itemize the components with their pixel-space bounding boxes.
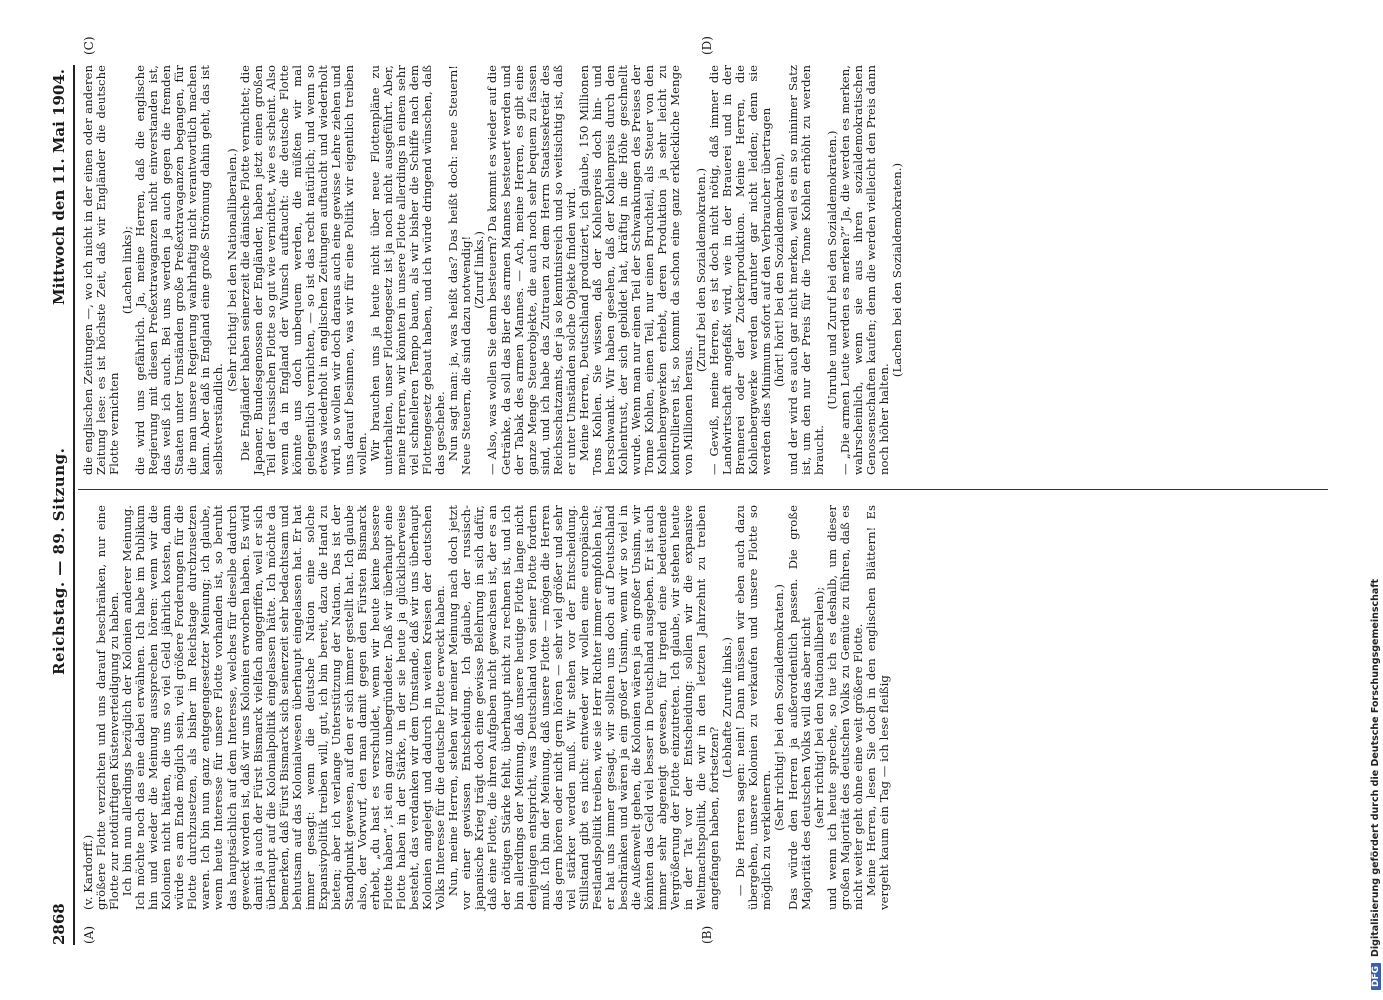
margin-mark-b: (B) (700, 925, 714, 944)
credit-line (1370, 10, 1383, 990)
paragraph: — Die Herren sagen: nein! Dann müssen wir eben auch dazu übergehen, unsere Kolonien zu verkaufen und unsere Flotte so möglich zu verkleinern. (733, 505, 774, 910)
paragraph: und der wird es auch gar nicht merken, weil es ein so minimer Satz ist, um den nur der Preis für die Tonne Kohlen erhöht zu werden braucht. (785, 65, 826, 475)
interjection: (Unruhe und Zuruf bei den Sozialdemokraten.) (824, 130, 839, 410)
interjection: (Lachen bei den Sozialdemokraten.) (889, 162, 904, 378)
margin-mark-c: (C) (82, 36, 96, 55)
interjection: (Sehr richtig! bei den Nationalliberalen.) (224, 148, 239, 392)
paragraph: Ich bin nun allerdings bezüglich der Kolonien anderer Meinung. Ich möchte noch das eine dabei erwähnen. Ich habe im Publikum hin und wieder die Meinung aussprechen hören: wenn wir die Kolonien nicht hätten, die uns so viel Geld jährlich kosten, dann würde es am Ende möglich sein, viel größere Forderungen für die Flotte durchzusetzen, als bisher im Reichstage durchzusetzen waren. Ich bin nun ganz entgegengesetzter Meinung; ich glaube, wenn heute Interesse für unsere Flotte vorhanden ist, so beruht das hauptsächlich auf dem Interesse, welches für dieselbe dadurch geweckt worden ist, daß wir uns Kolonien erworben haben. Es wird damit ja auch der Fürst Bismarck vielfach angegriffen, weil er sich überhaupt auf die Kolonialpolitik eingelassen hätte. Ich möchte da bemerken, daß Fürst Bismarck sich seinerzeit sehr bedachtsam und behutsam auf das Kolonialwesen überhaupt eingelassen hat. Er hat immer gesagt: wenn die deutsche Nation eine solche Expansivpolitik treiben will, gut, ich bin bereit, dazu die Hand zu bieten; aber ich verlange Unterstützung der Nation. Das ist der Standpunkt gewesen, auf den er sich immer gestellt hat. Ich glaube also, der Vorwurf, den man damit gegen den Fürsten Bismarck erhebt, „du hast es verschuldet, wenn wir heute keine bessere Flotte haben“, ist ein ganz unbegründeter. Daß wir überhaupt eine Flotte haben in der Stärke, in der sie heute ja glücklicherweise besteht, das verdanken wir dem Umstande, daß wir uns überhaupt Kolonien angelegt und dadurch in weiten Kreisen der deutschen Volks Interesse für die deutsche Flotte erweckt haben. (120, 505, 448, 910)
paragraph: die wird uns gefährlich. Ja, meine Herren, daß die englische Regierung mit diesen Preßextravaganzen nicht einverstanden ist, das weiß ich auch. Bei uns werden ja auch gegen die fremden Staaten unter Umständen große Preßextravaganzen begangen, für die man unsere Regierung wahrhaftig nicht verantwortlich machen kann. Aber daß in England eine große Strömung dahin geht, das ist selbstverständlich. (133, 65, 226, 475)
margin-mark-d: (D) (700, 36, 714, 55)
paragraph: die englischen Zeitungen —, wo ich nicht in der einen oder anderen Zeitung lese: es ist höchste Zeit, daß wir Engländer die deutsche Flotte vernichten (81, 65, 122, 475)
margin-mark-a: (A) (82, 925, 96, 944)
session-title: Reichstag. — 89. Sitzung. (50, 447, 68, 675)
paragraph: Meine Herren, Deutschland produziert, ich glaube, 150 Millionen Tons Kohlen. Sie wissen, daß der Kohlenpreis doch hin- und herschwankt. Wir haben gesehen, daß der Kohlenpreis durch den Kohlentrust, der sich gebildet hat, kräftig in die Höhe geschnellt wurde. Wenn man nur einen Teil der Schwankungen des Preises der Tonne Kohlen, einen Teil, nur einen Bruchteil, als Steuer von den Kohlenbergwerken erhebt, deren Produktion ja sehr leicht zu kontrollieren ist, so kommt da schon eine ganz erkleckliche Menge von Millionen heraus. (576, 65, 696, 475)
paragraph: größere Flotte verzichten und uns darauf beschränken, nur eine Flotte zur notdürftigen Küstenverteidigung zu haben. (94, 505, 122, 910)
credit-text: Digitalisierung gefördert durch die Deutsche Forschungsgemeinschaft (1370, 579, 1381, 957)
text-column-left (82, 505, 891, 910)
dfg-logo: DFG (1371, 963, 1381, 990)
paragraph: Wir brauchen uns ja heute nicht über neue Flottenpläne zu unterhalten, unser Flottengesetz ist ja noch nicht ausgeführt. Aber, meine Herren, wir könnten in unsere Flotte allerdings in einem sehr viel schnelleren Tempo bauen, als wir bisher die Schiffe nach dem Flottengesetz gebaut haben, und ich würde dringend wünschen, daß das geschehe. (368, 65, 448, 475)
paragraph: Das würde den Herren ja außerordentlich passen. Die große Majorität des deutschen Volks will das aber nicht (785, 505, 813, 910)
paragraph: — Also, was wollen Sie denn besteuern? Da kommt es wieder auf die Getränke, da soll das Bier des armen Mannes besteuert werden und der Tabak des armen Mannes. — Ach, meine Herren, es gibt eine ganze Menge Steuerobjekte, die auch noch sehr bequem zu fassen sind, und ich habe das Zutrauen zu dem Herrn Staatssekretär des Reichsschatzamts, der ja so kenntnisreich und so weitsichtig ist, daß er unter Umständen solche Objekte finden wird. (485, 65, 578, 475)
paragraph: und wenn ich heute spreche, so tue ich es deshalb, um dieser großen Majorität des deutschen Volks zu Gemüte zu führen, daß es nicht weiter geht ohne eine weit größere Flotte. (824, 505, 865, 910)
paragraph: Nun, meine Herren, stehen wir meiner Meinung nach doch jetzt vor einer gewissen Entscheidung. Ich glaube, der russisch-japanische Krieg trägt doch eine gewisse Belehrung in sich dafür, daß eine Flotte, die ihren Aufgaben nicht gewachsen ist, der es an der nötigen Stärke fehlt, überhaupt nicht zu rechnen ist, und ich bin allerdings der Meinung, daß unsere heutige Flotte lange nicht denjenigen entspricht, was Deutschland von seiner Flotte fordern muß. Ich bin der Meinung, daß unsere Flotte — mögen die Herren das gern hören oder nicht gern hören — sehr viel größer und sehr viel stärker werden muß. Wir stehen vor der Entscheidung. Stillstand gibt es nicht: entweder wir wollen eine europäische Festlandspolitik treiben, wie sie Herr Richter immer empfohlen hat; er hat uns immer gesagt, wir sollten uns doch auf Deutschland beschränken und wären ja ein großer Unsinn, wenn wir so viel in die Außenwelt gehen, die Kolonien wären ja ein großer Unsinn, wir könnten das Geld viel besser in Deutschland ausgeben. Er ist auch immer sehr abgeneigt gewesen, für irgend eine bedeutende Vergrößerung der Flotte einzutreten. Ich glaube, wir stehen heute in der Tat vor der Entscheidung: sollen wir die expansive Weltmachtspolitik, die wir in den letzten Jahrzehnt zu treiben angefangen haben, fortsetzen? (446, 505, 722, 910)
column-divider (78, 489, 1328, 490)
session-date: Mittwoch den 11. Mai 1904. (50, 68, 68, 305)
interjection: (hört! hört! bei den Sozialdemokraten), (772, 153, 787, 387)
page-header (50, 65, 72, 945)
text-column-right (82, 65, 904, 475)
interjection: (sehr richtig! bei den Nationalliberalen); (811, 586, 826, 829)
digitization-credit (1370, 10, 1383, 990)
interjection: (Zuruf links.) (472, 231, 487, 309)
paragraph: — Gewiß, meine Herren, es ist doch nicht nötig, daß immer die Landwirtschaft angefaßt wird, wie in der Brauerei und in der Brennerei oder der Zuckerproduktion. Meine Herren, die Kohlenbergwerke werden darunter gar nicht leiden; denn sie werden dies Minimum sofort auf den Verbraucher übertragen (707, 65, 774, 475)
paragraph: Nun sagt man: ja, was heißt das? Das heißt doch: neue Steuern! Neue Steuern, die sind dazu notwendig! (446, 65, 474, 475)
page-number: 2868 (50, 903, 68, 945)
header-rule (73, 65, 75, 945)
speaker-attribution: (v. Kardorff.) (81, 834, 95, 910)
paragraph: Die Engländer haben seinerzeit die dänische Flotte vernichtet; die Japaner, Bundesgenossen der Engländer, haben jetzt einen großen Teil der russischen Flotte so gut wie vernichtet, wie es scheint. Also wenn da in England der Wunsch auftaucht: die deutsche Flotte könnte uns doch unbequem werden, die müßten wir mal gelegentlich vernichten, — so ist das recht natürlich; und wenn so etwas wiederholt in englischen Zeitungen auftaucht und wiederholt wird, so wollen wir doch daraus auch eine gewisse Lehre ziehen und uns darauf besinnen, was wir für eine Politik wir eigentlich treiben wollen. (237, 65, 369, 475)
interjection: (Zuruf bei den Sozialdemokraten.) (694, 167, 709, 373)
interjection: (Lebhafte Zurufe links.) (720, 637, 735, 779)
interjection: (Lachen links); (120, 225, 135, 315)
interjection: (Sehr richtig! bei den Sozialdemokraten.) (772, 584, 787, 831)
paragraph: — „Die armen Leute werden es merken?“ Ja, die werden es merken, wahrscheinlich, wenn sie aus ihren sozialdemokratischen Genossenschaften kaufen; denn die werden vielleicht den Preis dann noch höher halten. (837, 65, 891, 475)
paragraph: Meine Herren, lesen Sie doch in den englischen Blättern! Es vergeht kaum ein Tag — ich lese fleißig (863, 505, 891, 910)
